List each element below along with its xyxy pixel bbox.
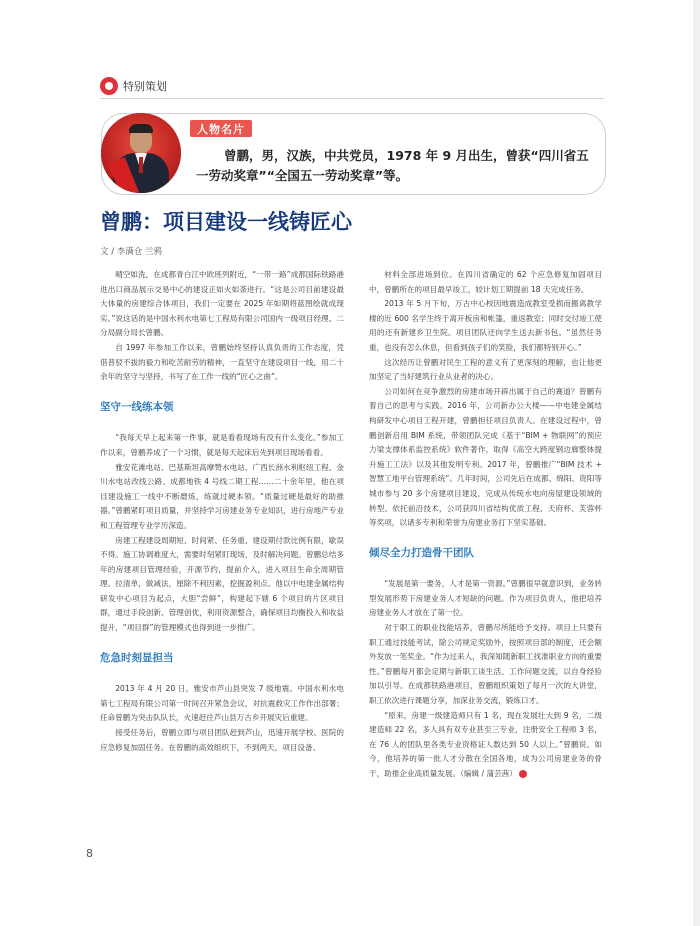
article-column-left [100, 268, 344, 755]
paragraph: 材料全部进场到位。在四川省确定的 62 个应急修复加固项目中，曾鹏所在的项目最早竣工，较计划工期提前 18 天完成任务。 [369, 270, 602, 294]
page-number: 8 [86, 847, 93, 860]
paragraph: 房建工程建设周期短、时间紧、任务重、建设期付款比例有限，歇误不得。施工协调难度大，需要时刻紧盯现场，及时解决问题。曾鹏总结多年的房建项目管理经验，开源节约，提前介入，进入项目生命全周期管理。拉清单，做减法，厘除不利因素，挖掘盈利点。他以中电建金属结构研发中心项目为起点，大胆“尝鲜”，构建起下辖 6 个项目的片区项目群，通过手段创新、管理创优，利用资源整合，确保项目均衡投入和收益提升，“项目群”的管理模式也得到进一步推广。 [100, 535, 344, 633]
section-heading: 坚守一线练本领 [100, 400, 174, 413]
paragraph: 接受任务后，曾鹏立即与项目团队赶到芦山，迅速开展学校、医院的应急修复加固任务。在曾鹏的高效组织下，不到两天，项目设备、 [100, 728, 344, 752]
paragraph: 这次经历让曾鹏对民生工程的意义有了更深刻的理解，也让他更加坚定了当好建筑行业从业者的决心。 [369, 357, 602, 382]
paragraph: 雅安花滩电站、巴基斯坦高摩赞水电站、广西长洲水利枢纽工程、金川水电站改线公路、成都地铁 4 号线二期工程……二十余年里，他在项目建设施工一线中不断磨炼，练就过硬本领。“质量过硬是最好的助推器。”曾鹏紧盯项目质量，并坚持学习房建业务专业知识，进行房地产专业和工程管理专业学历深造。 [100, 462, 344, 530]
paragraph: 晴空如洗，在成都青白江中欧班列附近，“一带一路”成都国际铁路港进出口商品展示交易中心的建设正如火如荼进行。“这是公司目前建设最大体量的房建综合体项目，我们一定要在 2025 年如期将蓝图绘就成现实。”说这话的是中国水利水电第七工程局有限公司国内一级项目经理、二分局副分局长曾鹏。 [100, 270, 344, 338]
paragraph: “原来，房建一级建造师只有 1 名，现在发展壮大到 9 名，二级建造师 22 名，多人具有双专业甚至三专业，注册安全工程师 3 名，在 76 人的团队里各类专业资格证人数达到 50 人以上。”曾鹏说。如今，他培养的第一批人才分散在全国各地，成为公司房建业务的骨干，助推企业高质量发展。（编辑 / 蒲芸茜） [369, 710, 602, 778]
section-heading: 危急时刻显担当 [100, 651, 174, 664]
section-heading: 倾尽全力打造骨干团队 [369, 546, 474, 559]
section-logo-icon [100, 77, 118, 95]
profile-label: 人物名片 [190, 120, 252, 137]
paragraph: “我每天早上起来第一件事，就是看看现场有没有什么变化。”参加工作以来，曾鹏养成了一个习惯，就是每天起床后先到项目现场看看。 [100, 433, 344, 457]
article-byline: 文 / 李满仓 兰鸦 [100, 247, 162, 257]
paragraph: “发展是第一要务，人才是第一资源。”曾鹏很早就意识到，业务转型发展形势下房建业务人才短缺的问题。作为项目负责人，他把培养房建业务人才放在了第一位。 [369, 579, 602, 618]
profile-bio: 曾鹏，男，汉族，中共党员，1978 年 9 月出生，曾获“四川省五一劳动奖章”“全国五一劳动奖章”等。 [196, 148, 589, 183]
portrait-photo [101, 113, 181, 193]
end-mark-icon [519, 770, 527, 778]
paragraph: 2013 年 5 月下旬，万古中心校因地震造成教室受损而搬离教学楼的近 600 名学生终于离开板房和帐篷，重返教室；同时交付竣工使用的还有新建乡卫生院。项目团队还向学生送去新书包。“虽然任务重，也没有怎么休息，但看到孩子们的笑脸，我们都特别开心。” [369, 299, 602, 352]
article-title: 曾鹏：项目建设一线铸匠心 [100, 209, 352, 234]
article-column-right [369, 268, 602, 782]
paragraph: 对于职工的职业技能培养，曾鹏尽所能给予支持。项目上只要有职工通过技能考试，除公司规定奖励外，按照项目部的制度，还会额外发放一笔奖金。“作为过来人，我深知随新职工找准职业方向的重要性。”曾鹏每月都会定期与新职工谈生活、工作问题交流，以自身经验加以引导。在成都铁路港项目，曾鹏组织策划了每月一次的大讲堂，职工依次进行课题分享，加深业务交流，锻炼口才。 [369, 623, 602, 706]
section-tag [100, 76, 167, 96]
header-divider [100, 98, 604, 99]
section-label: 特别策划 [123, 80, 167, 93]
page-edge [693, 0, 700, 926]
paragraph: 2013 年 4 月 20 日，雅安市芦山县突发 7 级地震。中国水利水电第七工程局有限公司第一时间召开紧急会议，对抗震救灾工作作出部署；任命曾鹏为突击队队长，火速赶往芦山县万古乡开展灾后重建。 [100, 684, 344, 723]
paragraph: 自 1997 年参加工作以来，曾鹏始终坚持认真负责的工作态度，凭借普驳不拔的毅力和吃苦耐劳的精神，一直坚守在建设项目一线，用二十余年的坚守与坚持，书写了在工作一线的“匠心之曲”。 [100, 342, 344, 382]
paragraph: 公司如何在竞争激烈的房建市场开辟出属于自己的赛道？曾鹏有着自己的思考与实践。2016 年，公司新办公大楼——中电建金属结构研发中心项目工程开建，曾鹏担任项目负责人。在建设过程中，曾鹏创新启用 BIM 系统，带领团队完成《基于“BIM + 物联网”的预应力梁支撑体系监控系统》软件著作，取得《高空大跨度钢边廊整体提升施工工法》以及其他发明专利。2017 年，曾鹏推广“BIM 技术 + 智慧工地平台管理系统”。几年时间，公司先后在成都、绵阳、资阳等城市参与 20 多个房建项目建设，完成从传统水电向房屋建设领域的转型。依托前沿技术，公司获四川省结构优质工程、天府杯、芙蓉杯等奖项，以诸多专利和荣誉为房建业务打下坚实基础。 [369, 386, 602, 528]
